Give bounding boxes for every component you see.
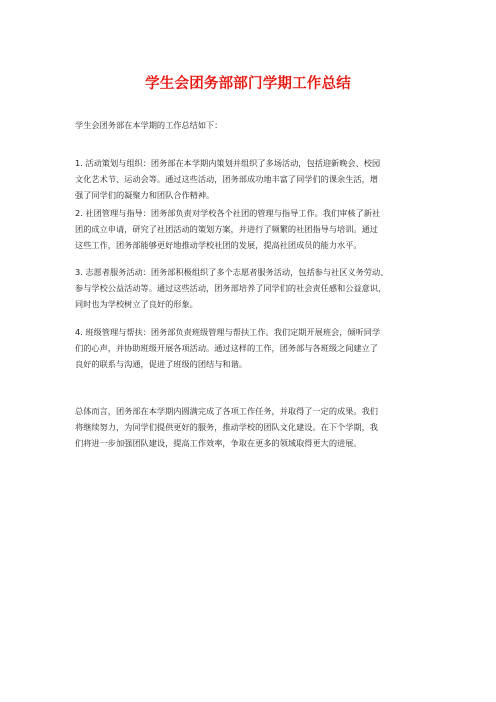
paragraph-line: 文化艺术节、运动会等。通过这些活动，团务部成功地丰富了同学们的课余生活，增 [75, 174, 378, 184]
paragraph-line: 2. 社团管理与指导：团务部负责对学校各个社团的管理与指导工作。我们审核了新社 [75, 208, 381, 218]
paragraph-line: 们的心声，并协助班级开展各项活动。通过这样的工作，团务部与各班级之间建立了 [75, 343, 378, 353]
paragraph-class-management [75, 324, 435, 372]
document-title: 学生会团务部部门学期工作总结 [145, 76, 351, 92]
paragraph-line: 这些工作，团务部能够更好地推动学校社团的发展，提高社团成员的能力水平。 [75, 240, 362, 250]
paragraph-volunteer-service [75, 264, 435, 312]
paragraph-line: 强了同学们的凝聚力和团队合作精神。 [75, 190, 215, 200]
paragraph-line: 们将进一步加强团队建设，提高工作效率，争取在更多的领域取得更大的进展。 [75, 438, 362, 448]
paragraph-line: 参与学校公益活动等。通过这些活动，团务部培养了同学们的社会责任感和公益意识， [75, 283, 387, 293]
paragraph-line: 总体而言，团务部在本学期内圆满完成了各项工作任务，并取得了一定的成果。我们 [75, 406, 378, 416]
paragraph-summary [75, 403, 435, 451]
paragraph-club-management [75, 205, 435, 253]
paragraph-line: 将继续努力，为同学们提供更好的服务，推动学校的团队文化建设。在下个学期，我 [75, 422, 378, 432]
paragraph-activity-planning [75, 155, 435, 203]
intro-text: 学生会团务部在本学期的工作总结如下： [75, 120, 223, 130]
paragraph-line: 良好的联系与沟通，促进了班级的团结与和谐。 [75, 359, 247, 369]
paragraph-line: 3. 志愿者服务活动：团务部积极组织了多个志愿者服务活动，包括参与社区义务劳动、 [75, 267, 389, 277]
paragraph-line: 同时也为学校树立了良好的形象。 [75, 299, 198, 309]
paragraph-line: 4. 班级管理与帮扶：团务部负责班级管理与帮扶工作。我们定期开展班会，倾听同学 [75, 327, 381, 337]
paragraph-line: 1. 活动策划与组织：团务部在本学期内策划并组织了多场活动，包括迎新晚会、校园 [75, 158, 381, 168]
paragraph-line: 团的成立申请，研究了社团活动的策划方案，并进行了频繁的社团指导与培训。通过 [75, 224, 378, 234]
